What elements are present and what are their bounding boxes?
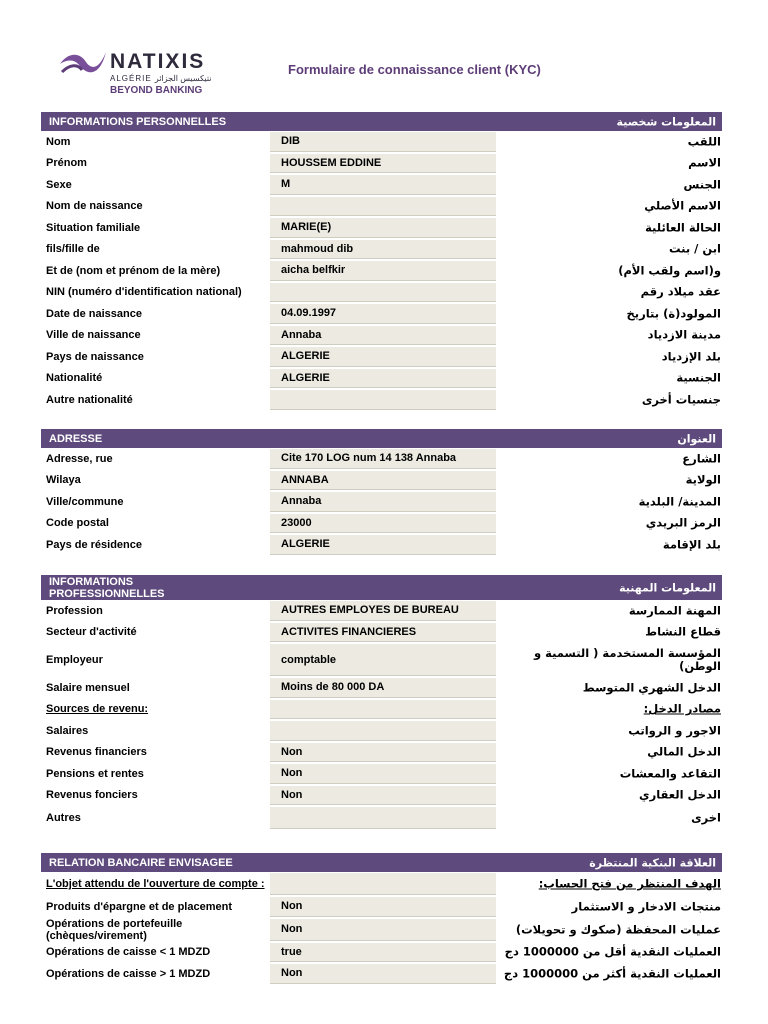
- form-row: [41, 217, 722, 239]
- field-value[interactable]: AUTRES EMPLOYES DE BUREAU: [270, 601, 496, 621]
- field-label: NIN (numéro d'identification national): [46, 286, 242, 299]
- logo-subtitle: ALGÉRIE نتيكسيس الجزائر: [110, 74, 212, 83]
- field-value[interactable]: true: [270, 943, 496, 963]
- form-row: [41, 346, 722, 368]
- field-label: Sources de revenu:: [46, 703, 149, 716]
- field-label: Revenus financiers: [46, 746, 147, 759]
- field-label: Pays de résidence: [46, 538, 143, 551]
- field-label-ar: الدخل المالي: [647, 744, 721, 759]
- section-title-ar: العلاقة البنكية المنتظرة: [589, 856, 716, 869]
- field-label-ar: مصادر الدخل:: [643, 701, 721, 716]
- field-label: Situation familiale: [46, 221, 141, 234]
- field-value[interactable]: Non: [270, 764, 496, 784]
- field-value[interactable]: [270, 807, 496, 829]
- form-row: [41, 260, 722, 282]
- field-value[interactable]: DIB: [270, 132, 496, 152]
- section-title-ar: المعلومات المهنية: [619, 581, 716, 594]
- field-label: Et de (nom et prénom de la mère): [46, 264, 221, 277]
- logo-brand: NATIXIS: [110, 50, 206, 73]
- field-label: Adresse, rue: [46, 452, 113, 465]
- field-label-ar: التقاعد والمعشات: [619, 766, 721, 781]
- form-row: [41, 806, 722, 830]
- field-label-ar: الرمز البريدي: [645, 515, 721, 530]
- form-row: [41, 600, 722, 622]
- form-row: [41, 448, 722, 470]
- form-row: [41, 872, 722, 896]
- field-label-ar: منتجات الادخار و الاستثمار: [571, 899, 721, 914]
- section-title-fr: INFORMATIONS PERSONNELLES: [49, 115, 227, 128]
- form-row: [41, 742, 722, 764]
- field-label: Sexe: [46, 178, 72, 191]
- field-value[interactable]: Cite 170 LOG num 14 138 Annaba: [270, 449, 496, 469]
- field-label: Opérations de caisse < 1 MDZD: [46, 946, 211, 959]
- field-value[interactable]: ACTIVITES FINANCIERES: [270, 623, 496, 643]
- field-label: Autre nationalité: [46, 393, 133, 406]
- field-value[interactable]: ALGERIE: [270, 535, 496, 555]
- form-row: [41, 896, 722, 918]
- field-value[interactable]: [270, 283, 496, 303]
- field-label-ar: الدخل الشهري المتوسط: [582, 680, 721, 695]
- form-row: [41, 491, 722, 513]
- form-row: [41, 622, 722, 644]
- field-label-ar: الشارع: [682, 451, 721, 466]
- section-title-fr: RELATION BANCAIRE ENVISAGEE: [49, 856, 233, 869]
- field-value[interactable]: Non: [270, 964, 496, 984]
- field-label: Ville/commune: [46, 495, 124, 508]
- field-value[interactable]: HOUSSEM EDDINE: [270, 154, 496, 174]
- field-label: Salaires: [46, 724, 89, 737]
- field-value[interactable]: [270, 873, 496, 895]
- field-label: Profession: [46, 604, 103, 617]
- field-label: fils/fille de: [46, 243, 100, 256]
- field-label: Ville de naissance: [46, 329, 141, 342]
- field-label-ar: المدينة/ البلدية: [638, 494, 721, 509]
- form-row: [41, 720, 722, 742]
- natixis-swoosh-icon: [58, 50, 108, 80]
- form-row: [41, 153, 722, 175]
- field-value[interactable]: Non: [270, 919, 496, 941]
- field-value[interactable]: ALGERIE: [270, 347, 496, 367]
- field-label: Employeur: [46, 654, 103, 666]
- section-professional: [41, 575, 722, 830]
- field-label-ar: و(اسم ولقب الأم): [618, 263, 721, 278]
- form-row: [41, 963, 722, 985]
- field-value[interactable]: aicha belfkir: [270, 261, 496, 281]
- field-value[interactable]: [270, 390, 496, 410]
- field-value[interactable]: M: [270, 175, 496, 195]
- field-label: Nom: [46, 135, 71, 148]
- field-value[interactable]: ALGERIE: [270, 369, 496, 389]
- field-label: Prénom: [46, 157, 87, 170]
- form-row: [41, 534, 722, 556]
- field-value[interactable]: ANNABA: [270, 471, 496, 491]
- form-row: [41, 174, 722, 196]
- field-label: Salaire mensuel: [46, 681, 130, 694]
- field-value[interactable]: 04.09.1997: [270, 304, 496, 324]
- field-label: Nom de naissance: [46, 200, 143, 213]
- field-label-ar: ابن / بنت: [668, 241, 721, 256]
- form-row: [41, 239, 722, 261]
- field-label: Opérations de portefeuille (chèques/virement): [46, 917, 183, 942]
- field-value[interactable]: Annaba: [270, 326, 496, 346]
- field-label-ar: الحالة العائلية: [645, 220, 721, 235]
- field-label-ar: بلد الإزدياد: [661, 349, 721, 364]
- section-title-ar: المعلومات شخصية: [616, 115, 716, 128]
- logo-tagline: BEYOND BANKING: [110, 85, 203, 96]
- field-label-ar: الاسم: [688, 155, 721, 170]
- form-row: [41, 368, 722, 390]
- field-label-ar: عمليات المحفظة (صكوك و تحويلات): [515, 922, 721, 936]
- field-label-ar: الجنسية: [676, 370, 721, 385]
- field-label-ar: اخرى: [691, 810, 721, 825]
- field-value[interactable]: Non: [270, 743, 496, 763]
- form-row: [41, 282, 722, 304]
- field-label: L'objet attendu de l'ouverture de compte :: [46, 878, 265, 890]
- field-label-ar: المهنة الممارسة: [628, 603, 721, 618]
- form-row: [41, 513, 722, 535]
- section-relation: [41, 853, 722, 985]
- field-value[interactable]: 23000: [270, 514, 496, 534]
- field-label: Opérations de caisse > 1 MDZD: [46, 967, 211, 980]
- section-header-relation: [41, 853, 722, 872]
- field-value[interactable]: MARIE(E): [270, 218, 496, 238]
- section-title-fr: ADRESSE: [49, 432, 103, 445]
- field-label-ar: عقد ميلاد رقم: [640, 284, 721, 299]
- field-value[interactable]: [270, 700, 496, 720]
- field-label-ar: مدينة الازدياد: [647, 327, 721, 342]
- field-label: Pensions et rentes: [46, 767, 144, 780]
- field-label-ar: الهدف المنتظر من فتح الحساب:: [538, 876, 721, 891]
- section-header-address: [41, 429, 722, 448]
- field-label: Pays de naissance: [46, 350, 144, 363]
- section-address: [41, 429, 722, 556]
- field-label-ar: المولود(ة) بتاريخ: [626, 306, 721, 321]
- form-row: [41, 131, 722, 153]
- form-row: [41, 918, 722, 942]
- form-row: [41, 325, 722, 347]
- form-title: Formulaire de connaissance client (KYC): [288, 62, 541, 77]
- form-row: [41, 196, 722, 218]
- section-header-professional: [41, 575, 722, 600]
- form-row: [41, 699, 722, 721]
- field-label-ar: بلد الإقامة: [662, 537, 721, 552]
- field-value[interactable]: Non: [270, 786, 496, 806]
- field-label: Secteur d'activité: [46, 626, 137, 639]
- field-label: Date de naissance: [46, 307, 142, 320]
- field-value[interactable]: Annaba: [270, 492, 496, 512]
- field-label-ar: جنسيات أخرى: [641, 392, 721, 407]
- field-value[interactable]: comptable: [270, 644, 496, 676]
- field-value[interactable]: mahmoud dib: [270, 240, 496, 260]
- section-title-fr: INFORMATIONS PROFESSIONNELLES: [49, 575, 165, 600]
- section-title-ar: العنوان: [677, 432, 716, 445]
- field-label-ar: الاسم الأصلي: [644, 198, 721, 213]
- field-label: Wilaya: [46, 474, 81, 487]
- field-label-ar: قطاع النشاط: [645, 624, 721, 639]
- field-label-ar: الاجور و الرواتب: [628, 723, 721, 738]
- natixis-logo: [58, 48, 238, 98]
- field-label-ar: الدخل العقاري: [639, 787, 721, 802]
- field-label-ar: اللقب: [687, 134, 721, 149]
- field-label: Revenus fonciers: [46, 789, 138, 802]
- field-value[interactable]: Moins de 80 000 DA: [270, 678, 496, 698]
- field-label-ar: العمليات النقدية أكثر من 1000000 دج: [503, 966, 721, 981]
- field-value[interactable]: [270, 721, 496, 741]
- field-label-ar: الجنس: [683, 177, 721, 192]
- field-value[interactable]: Non: [270, 897, 496, 917]
- field-label: Code postal: [46, 517, 109, 530]
- form-row: [41, 643, 722, 677]
- field-label-ar: الولاية: [685, 472, 721, 487]
- form-row: [41, 389, 722, 411]
- form-row: [41, 763, 722, 785]
- section-personal: [41, 112, 722, 411]
- section-header-personal: [41, 112, 722, 131]
- field-label-ar: المؤسسة المستخدمة ( التسمية و الوطن): [533, 646, 721, 673]
- field-label: Produits d'épargne et de placement: [46, 900, 232, 913]
- field-label: Autres: [46, 812, 81, 824]
- form-row: [41, 785, 722, 807]
- field-label-ar: العمليات النقدية أقل من 1000000 دج: [504, 944, 721, 959]
- field-label: Nationalité: [46, 372, 103, 385]
- form-row: [41, 303, 722, 325]
- field-value[interactable]: [270, 197, 496, 217]
- form-row: [41, 942, 722, 964]
- form-row: [41, 470, 722, 492]
- form-row: [41, 677, 722, 699]
